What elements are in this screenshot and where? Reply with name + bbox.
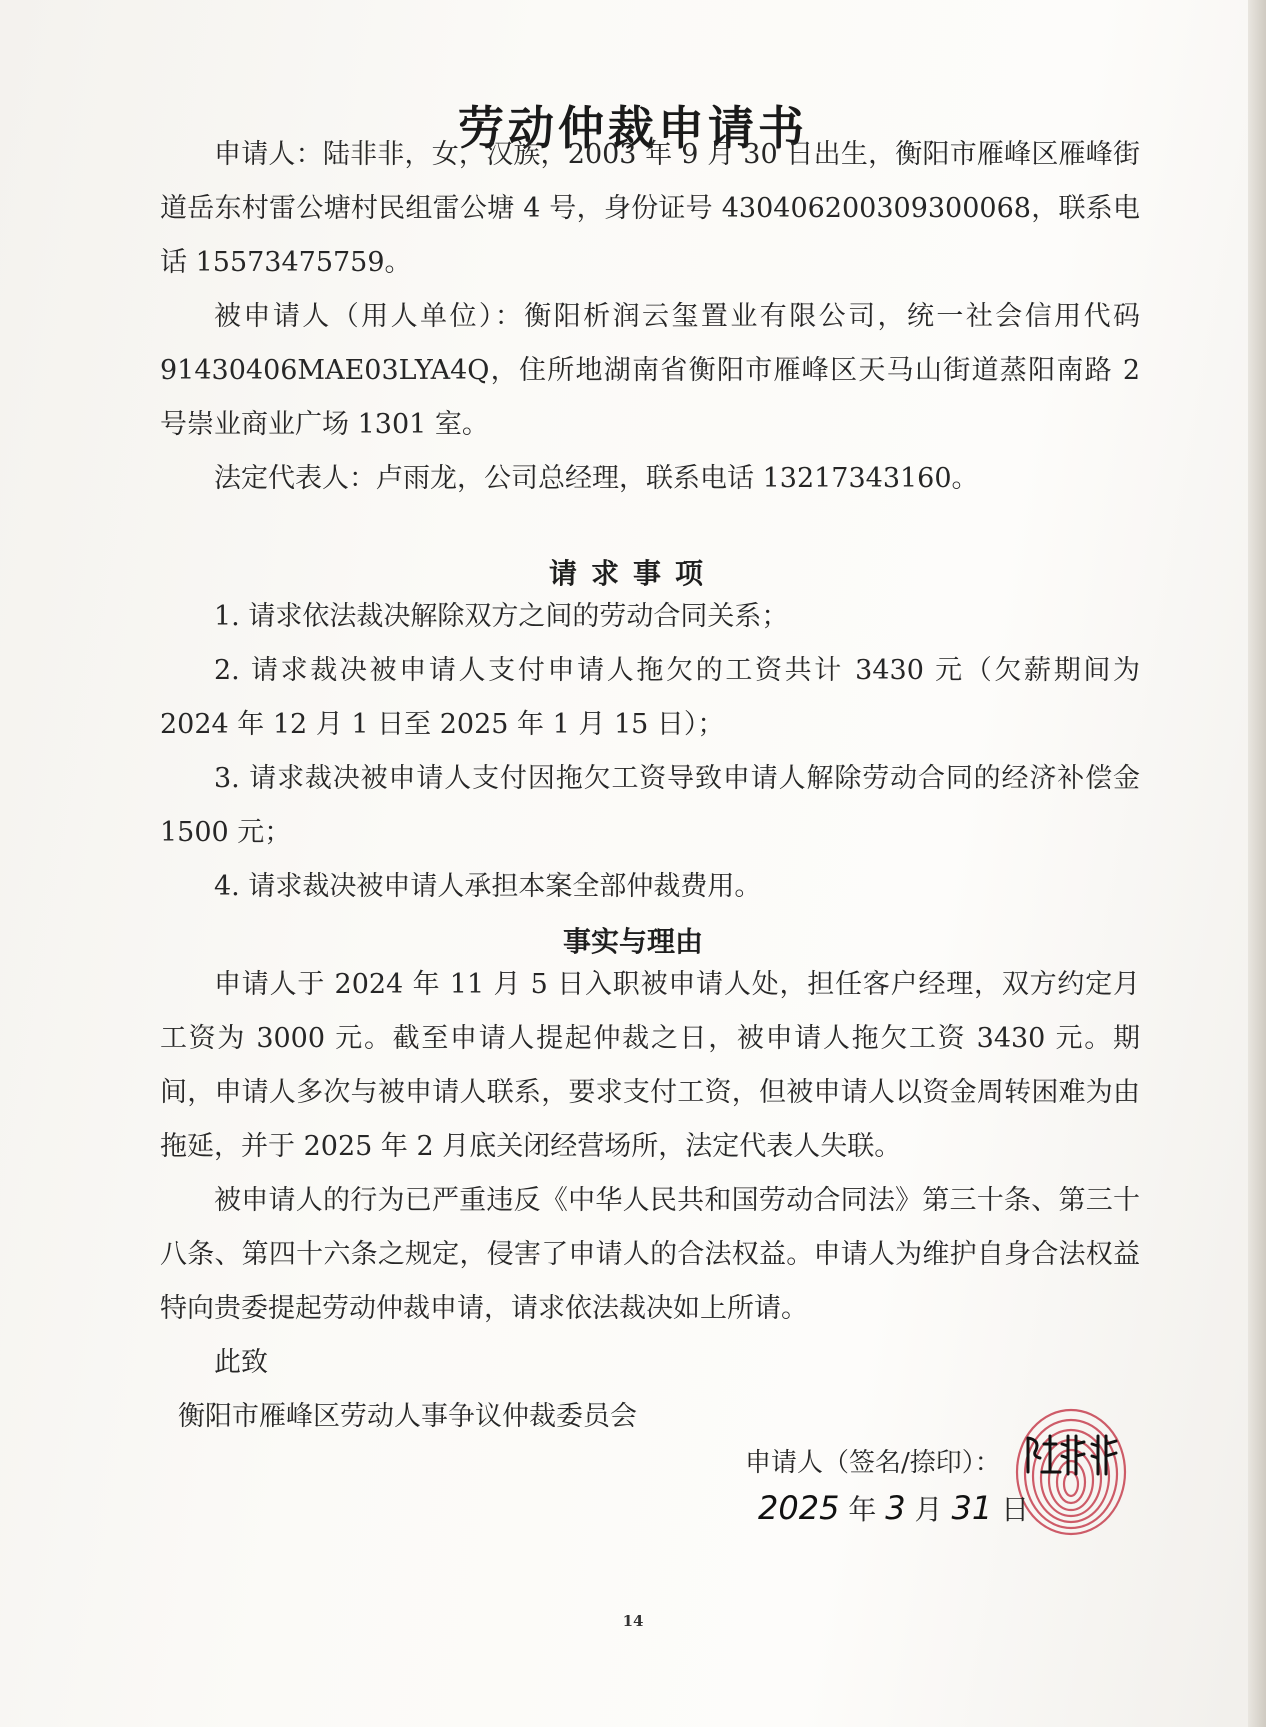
claim-item: 3. 请求裁决被申请人支付因拖欠工资导致申请人解除劳动合同的经济补偿金 1500 元； (160, 763, 1140, 848)
facts-paragraph: 申请人于 2024 年 11 月 5 日入职被申请人处，担任客户经理，双方约定月工资为 3000 元。截至申请人提起仲裁之日，被申请人拖欠工资 3430 元。期间，申请人多次与被申请人联系，要求支付工资，但被申请人以资金周转困难为由拖延，并于 2025 年 2 月底关闭经营场所，法定代表人失联。 (160, 969, 1140, 1162)
claims-heading: 请求事项 (548, 557, 717, 590)
closing-text: 此致 (214, 1347, 268, 1378)
date-month: 3 (885, 1489, 906, 1527)
applicant-paragraph: 申请人：陆非非，女，汉族，2003 年 9 月 30 日出生，衡阳市雁峰区雁峰街道岳东村雷公塘村民组雷公塘 4 号，身份证号 430406200309300068，联系电话 15573475759。 (160, 139, 1140, 278)
date-day: 31 (951, 1489, 993, 1527)
date-month-unit: 月 (914, 1493, 943, 1526)
addressee: 衡阳市雁峰区劳动人事争议仲裁委员会 (178, 1401, 637, 1432)
page-edge (1248, 0, 1266, 1727)
signature-date (758, 1488, 1029, 1528)
respondent-paragraph: 被申请人（用人单位）：衡阳析润云玺置业有限公司，统一社会信用代码 91430406MAE03LYA4Q，住所地湖南省衡阳市雁峰区天马山街道蒸阳南路 2 号崇业商业广场 1301 室。 (160, 301, 1140, 440)
date-day-unit: 日 (1001, 1493, 1030, 1526)
facts-heading: 事实与理由 (562, 925, 703, 958)
claim-item: 2. 请求裁决被申请人支付申请人拖欠的工资共计 3430 元（欠薪期间为 2024 年 12 月 1 日至 2025 年 1 月 15 日）； (160, 655, 1140, 740)
handwritten-signature (1022, 1428, 1132, 1480)
document-title: 劳动仲裁申请书 (458, 101, 808, 155)
signature-label: 申请人（签名/捺印）： (745, 1448, 1001, 1478)
claim-item: 1. 请求依法裁决解除双方之间的劳动合同关系； (214, 601, 789, 632)
page-number: 14 (622, 1612, 644, 1630)
facts-paragraph: 被申请人的行为已严重违反《中华人民共和国劳动合同法》第三十条、第三十八条、第四十六条之规定，侵害了申请人的合法权益。申请人为维护自身合法权益特向贵委提起劳动仲裁申请，请求依法裁决如上所请。 (160, 1185, 1140, 1324)
date-year-unit: 年 (848, 1493, 877, 1526)
legal-rep-paragraph: 法定代表人：卢雨龙，公司总经理，联系电话 13217343160。 (214, 463, 979, 494)
date-year: 2025 (758, 1489, 840, 1527)
claim-item: 4. 请求裁决被申请人承担本案全部仲裁费用。 (214, 871, 762, 902)
